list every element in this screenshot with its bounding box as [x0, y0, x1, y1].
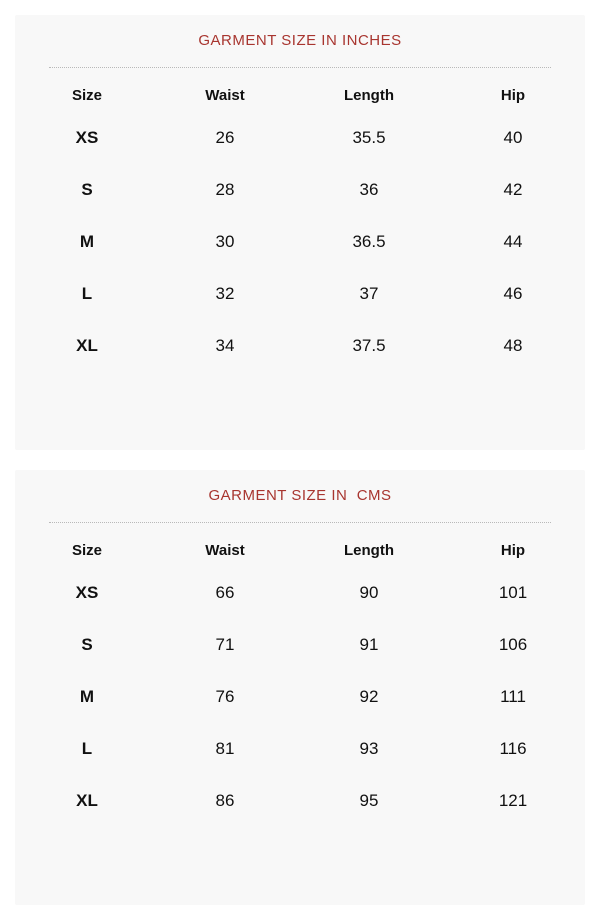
table-row — [15, 619, 585, 671]
length-cell: 90 — [359, 583, 379, 602]
table-row — [15, 268, 585, 320]
dotted-divider — [49, 522, 551, 523]
length-cell: 91 — [359, 635, 379, 654]
table-header-row — [15, 535, 585, 567]
dotted-divider — [49, 67, 551, 68]
column-header-length: Length — [344, 542, 394, 559]
size-cell: XS — [75, 128, 99, 147]
hip-cell: 121 — [498, 791, 528, 810]
waist-cell: 86 — [215, 791, 235, 810]
size-table — [15, 80, 585, 372]
waist-cell: 66 — [215, 583, 235, 602]
size-chart-title: GARMENT SIZE IN INCHES — [198, 32, 402, 49]
size-cell: S — [81, 635, 93, 654]
size-cell: XS — [75, 583, 99, 602]
table-row — [15, 775, 585, 827]
length-cell: 92 — [359, 687, 379, 706]
hip-cell: 116 — [499, 739, 527, 758]
waist-cell: 32 — [215, 284, 235, 303]
waist-cell: 28 — [215, 180, 235, 199]
length-cell: 36.5 — [352, 232, 386, 251]
hip-cell: 101 — [498, 583, 528, 602]
waist-cell: 81 — [215, 739, 235, 758]
size-cell: L — [81, 739, 93, 758]
table-row — [15, 112, 585, 164]
size-chart-inches-card — [15, 15, 585, 450]
size-chart-title: GARMENT SIZE IN CMS — [208, 487, 392, 504]
table-row — [15, 320, 585, 372]
waist-cell: 76 — [215, 687, 235, 706]
table-row — [15, 216, 585, 268]
size-table — [15, 535, 585, 827]
length-cell: 37 — [359, 284, 379, 303]
size-cell: L — [81, 284, 93, 303]
hip-cell: 44 — [503, 232, 523, 251]
waist-cell: 30 — [215, 232, 235, 251]
hip-cell: 46 — [503, 284, 523, 303]
table-row — [15, 723, 585, 775]
table-row — [15, 671, 585, 723]
column-header-hip: Hip — [500, 87, 526, 104]
size-cell: XL — [76, 791, 98, 810]
column-header-size: Size — [71, 542, 102, 559]
length-cell: 93 — [359, 739, 379, 758]
waist-cell: 34 — [215, 336, 235, 355]
length-cell: 35.5 — [352, 128, 386, 147]
column-header-waist: Waist — [205, 87, 245, 104]
column-header-waist: Waist — [205, 542, 245, 559]
table-row — [15, 164, 585, 216]
table-header-row — [15, 80, 585, 112]
hip-cell: 40 — [503, 128, 523, 147]
waist-cell: 71 — [215, 635, 235, 654]
table-row — [15, 567, 585, 619]
hip-cell: 111 — [500, 687, 526, 706]
hip-cell: 42 — [503, 180, 523, 199]
size-cell: M — [79, 232, 95, 251]
size-cell: XL — [76, 336, 98, 355]
hip-cell: 48 — [503, 336, 523, 355]
length-cell: 95 — [359, 791, 379, 810]
length-cell: 37.5 — [352, 336, 386, 355]
waist-cell: 26 — [215, 128, 235, 147]
size-cell: M — [79, 687, 95, 706]
column-header-size: Size — [71, 87, 102, 104]
length-cell: 36 — [359, 180, 379, 199]
column-header-hip: Hip — [500, 542, 526, 559]
size-chart-cms-card — [15, 470, 585, 905]
column-header-length: Length — [344, 87, 394, 104]
hip-cell: 106 — [498, 635, 528, 654]
size-cell: S — [81, 180, 93, 199]
